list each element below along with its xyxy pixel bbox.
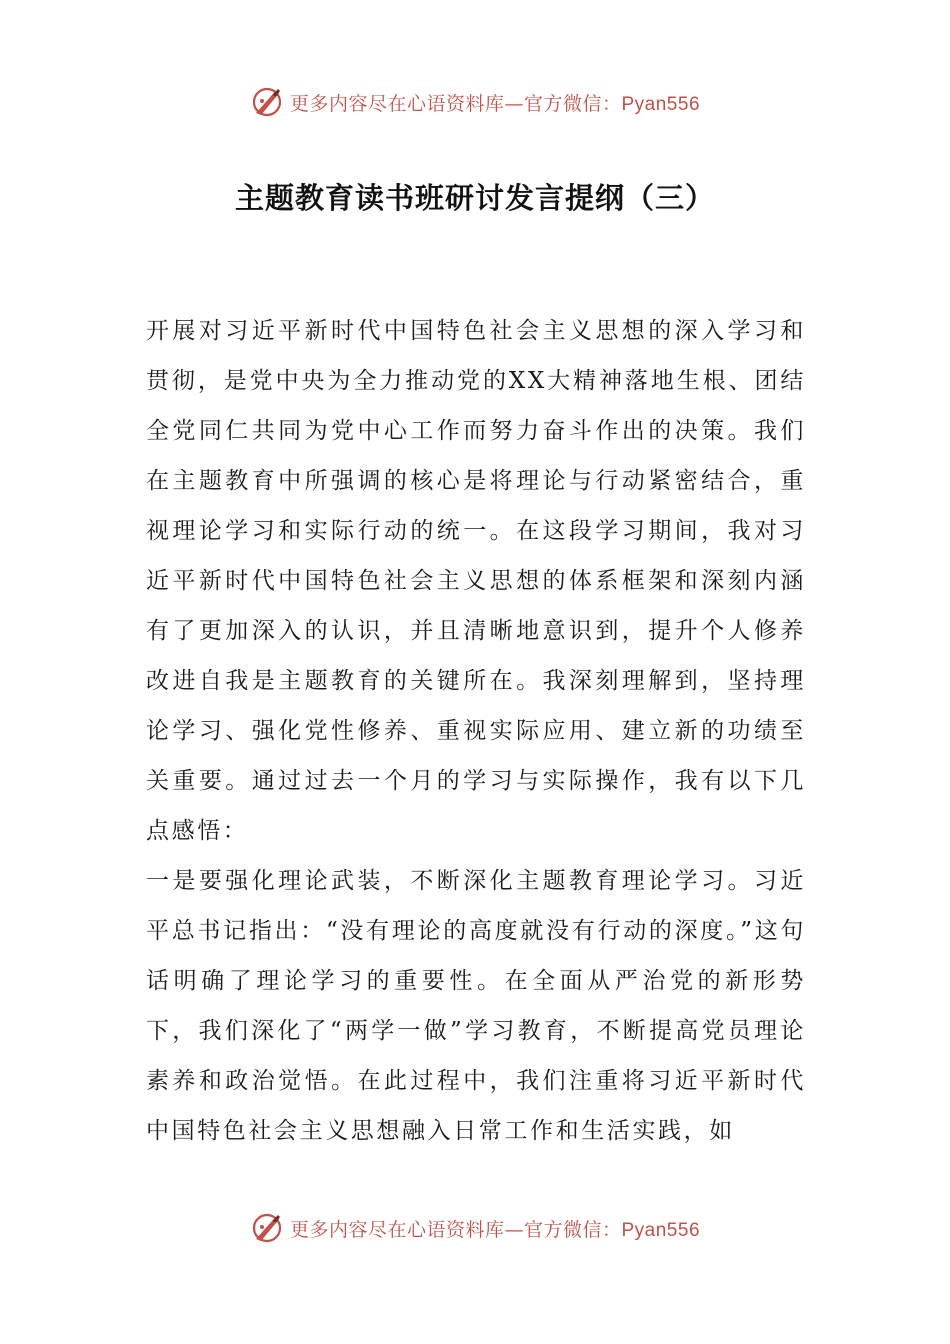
header-banner-handle: Pyan556	[621, 93, 701, 115]
footer-banner-handle: Pyan556	[621, 1219, 701, 1241]
document-title: 主题教育读书班研讨发言提纲（三）	[234, 181, 715, 215]
document-body	[146, 306, 806, 1156]
header-banner	[0, 82, 950, 122]
paragraph-intro: 开展对习近平新时代中国特色社会主义思想的深入学习和贯彻，是党中央为全力推动党的XX大精神落地生根、团结全党同仁共同为党中心工作而努力奋斗作出的决策。我们在主题教育中所强调的核心是将理论与行动紧密结合，重视理论学习和实际行动的统一。在这段学习期间，我对习近平新时代中国特色社会主义思想的体系框架和深刻内涵有了更加深入的认识，并且清晰地意识到，提升个人修养改进自我是主题教育的关键所在。我深刻理解到，坚持理论学习、强化党性修养、重视实际应用、建立新的功绩至关重要。通过过去一个月的学习与实际操作，我有以下几点感悟：	[146, 318, 806, 844]
brush-logo-icon	[250, 85, 284, 119]
paragraph-point-one: 一是要强化理论武装，不断深化主题教育理论学习。习近平总书记指出：“没有理论的高度就没有行动的深度。”这句话明确了理论学习的重要性。在全面从严治党的新形势下，我们深化了“两学一做”学习教育，不断提高党员理论素养和政治觉悟。在此过程中，我们注重将习近平新时代中国特色社会主义思想融入日常工作和生活实践，如	[146, 868, 806, 1144]
brush-logo-icon	[250, 1211, 284, 1245]
footer-banner	[0, 1208, 950, 1248]
header-banner-text: 更多内容尽在心语资料库—官方微信：Pyan556	[289, 92, 701, 115]
footer-banner-text: 更多内容尽在心语资料库—官方微信：Pyan556	[289, 1218, 701, 1241]
